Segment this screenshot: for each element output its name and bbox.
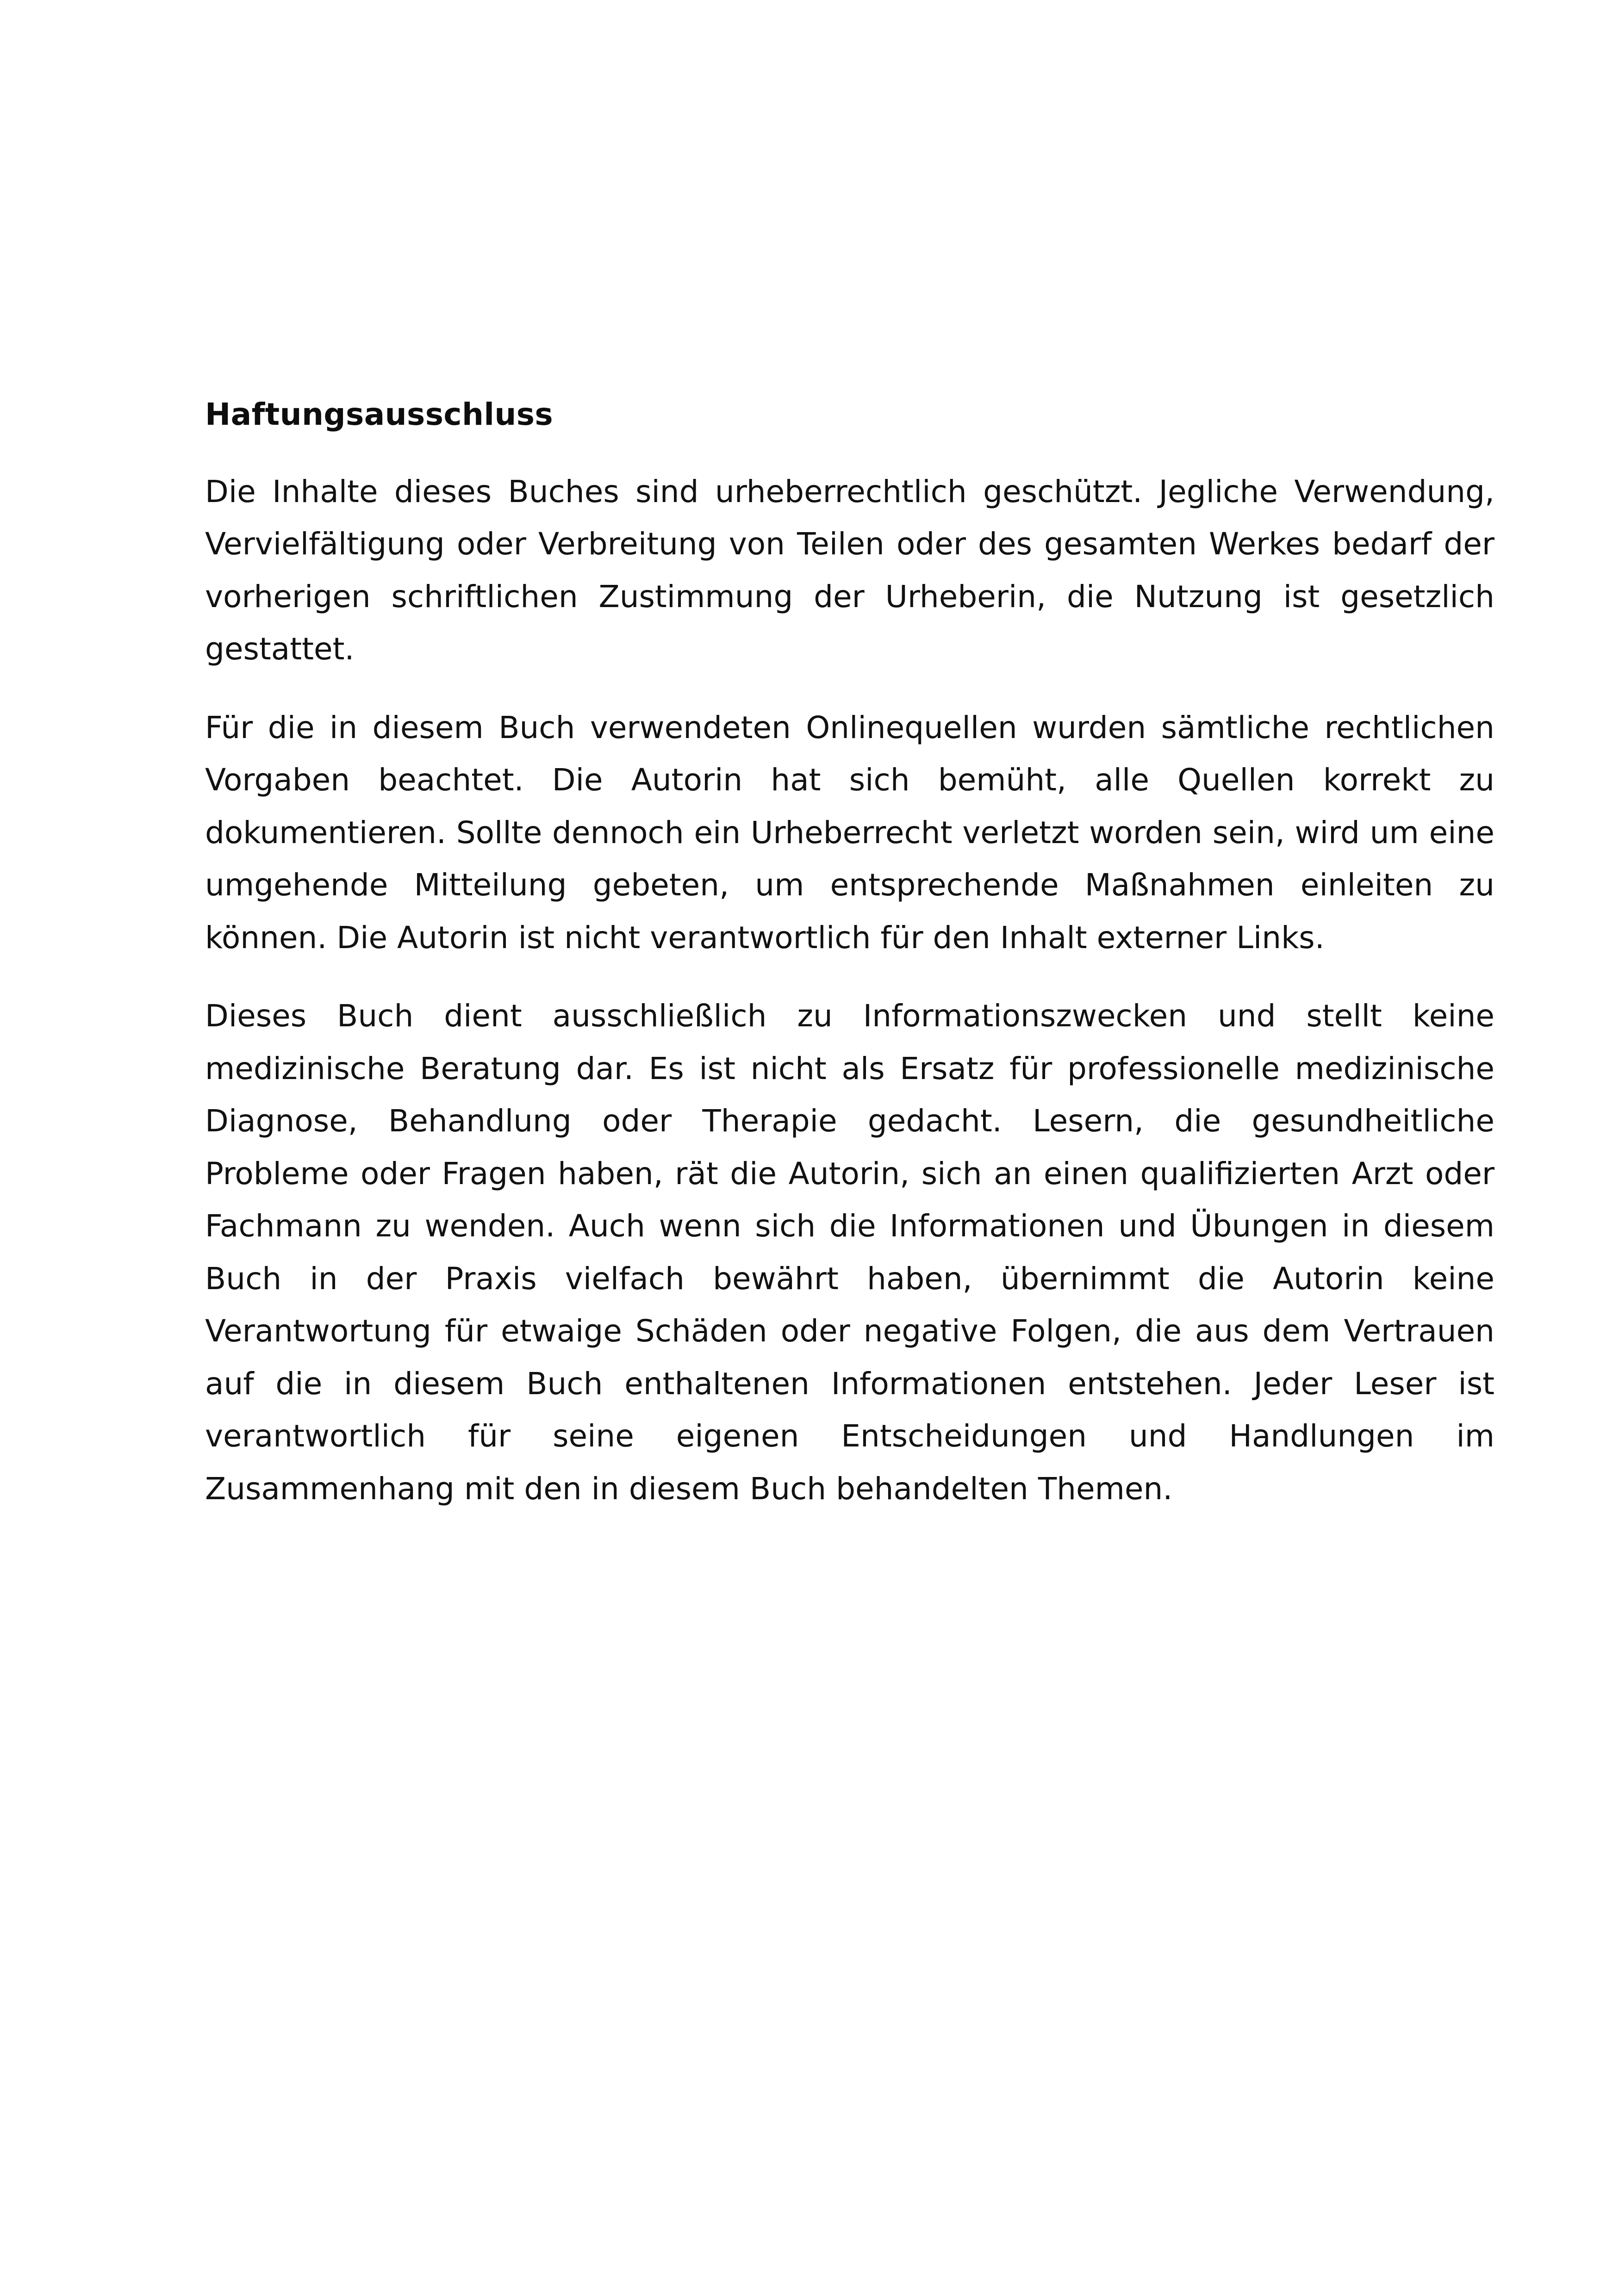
paragraph-copyright: Die Inhalte dieses Buches sind urheberrechtlich geschützt. Jegliche Verwendung, Vervielfältigung oder Verbreitung von Teilen oder des gesamten Werkes bedarf der vorherigen schriftlichen Zustimmung der Urheberin, die Nutzung ist gesetzlich gestattet.	[205, 473, 1494, 667]
section-heading: Haftungsausschluss	[205, 397, 554, 432]
paragraph-medical-disclaimer: Dieses Buch dient ausschließlich zu Informationszwecken und stellt keine medizinische Beratung dar. Es ist nicht als Ersatz für professionelle medizinische Diagnose, Behandlung oder Therapie gedacht. Lesern, die gesundheitliche Probleme oder Fragen haben, rät die Autorin, sich an einen qualifizierten Arzt oder Fachmann zu wenden. Auch wenn sich die Informationen und Übungen in diesem Buch in der Praxis vielfach bewährt haben, übernimmt die Autorin keine Verantwortung für etwaige Schäden oder negative Folgen, die aus dem Vertrauen auf die in diesem Buch enthaltenen Informationen entstehen. Jeder Leser ist verantwortlich für seine eigenen Entscheidungen und Handlungen im Zusammenhang mit den in diesem Buch behandelten Themen.	[205, 998, 1494, 1507]
page-content	[205, 396, 1494, 1515]
paragraph-online-sources: Für die in diesem Buch verwendeten Onlinequellen wurden sämtliche rechtlichen Vorgaben beachtet. Die Autorin hat sich bemüht, alle Quellen korrekt zu dokumentieren. Sollte dennoch ein Urheberrecht verletzt worden sein, wird um eine umgehende Mitteilung gebeten, um entsprechende Maßnahmen einleiten zu können. Die Autorin ist nicht verantwortlich für den Inhalt externer Links.	[205, 709, 1494, 956]
